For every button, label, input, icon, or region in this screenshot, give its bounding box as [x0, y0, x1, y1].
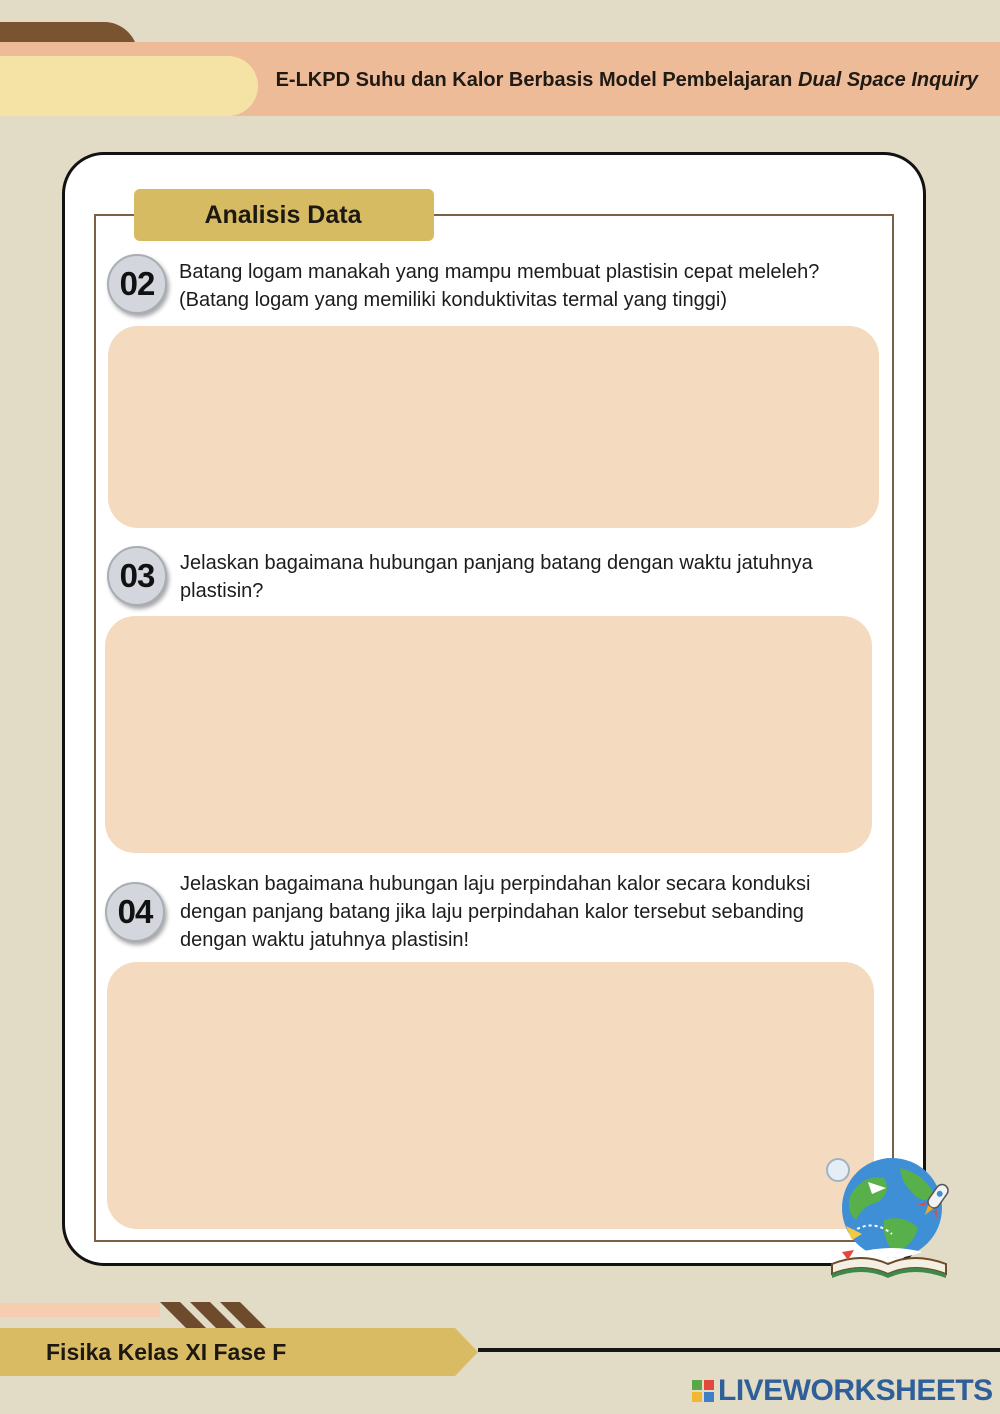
document-title: E-LKPD Suhu dan Kalor Berbasis Model Pembelajaran Dual Space Inquiry: [275, 69, 978, 91]
answer-box-02[interactable]: [108, 326, 879, 528]
liveworksheets-logo-text: LIVEWORKSHEETS: [718, 1374, 993, 1407]
document-title-italic: Dual Space Inquiry: [797, 69, 978, 91]
question-number-03: 03: [107, 546, 167, 606]
section-title: Analisis Data: [134, 189, 434, 241]
header-decoration-yellow: [0, 56, 258, 116]
liveworksheets-logo-icon: [692, 1380, 714, 1402]
question-text-04: Jelaskan bagaimana hubungan laju perpindahan kalor secara konduksi dengan panjang batang jika laju perpindahan kalor tersebut sebanding dengan waktu jatuhnya plastisin!: [180, 873, 811, 951]
globe-book-rocket-illustration: [822, 1148, 956, 1282]
answer-box-03[interactable]: [105, 616, 872, 853]
footer-label: Fisika Kelas XI Fase F: [46, 1339, 287, 1365]
answer-box-04[interactable]: [107, 962, 874, 1229]
footer-decoration-stripes: [160, 1302, 270, 1328]
footer-decoration-peach: [0, 1303, 160, 1317]
question-text-03: Jelaskan bagaimana hubungan panjang batang dengan waktu jatuhnya plastisin?: [180, 552, 813, 602]
question-text-02: Batang logam manakah yang mampu membuat plastisin cepat meleleh? (Batang logam yang memiliki konduktivitas termal yang tinggi): [179, 261, 820, 311]
question-number-02: 02: [107, 254, 167, 314]
footer-line: [478, 1348, 1000, 1352]
question-number-04: 04: [105, 882, 165, 942]
